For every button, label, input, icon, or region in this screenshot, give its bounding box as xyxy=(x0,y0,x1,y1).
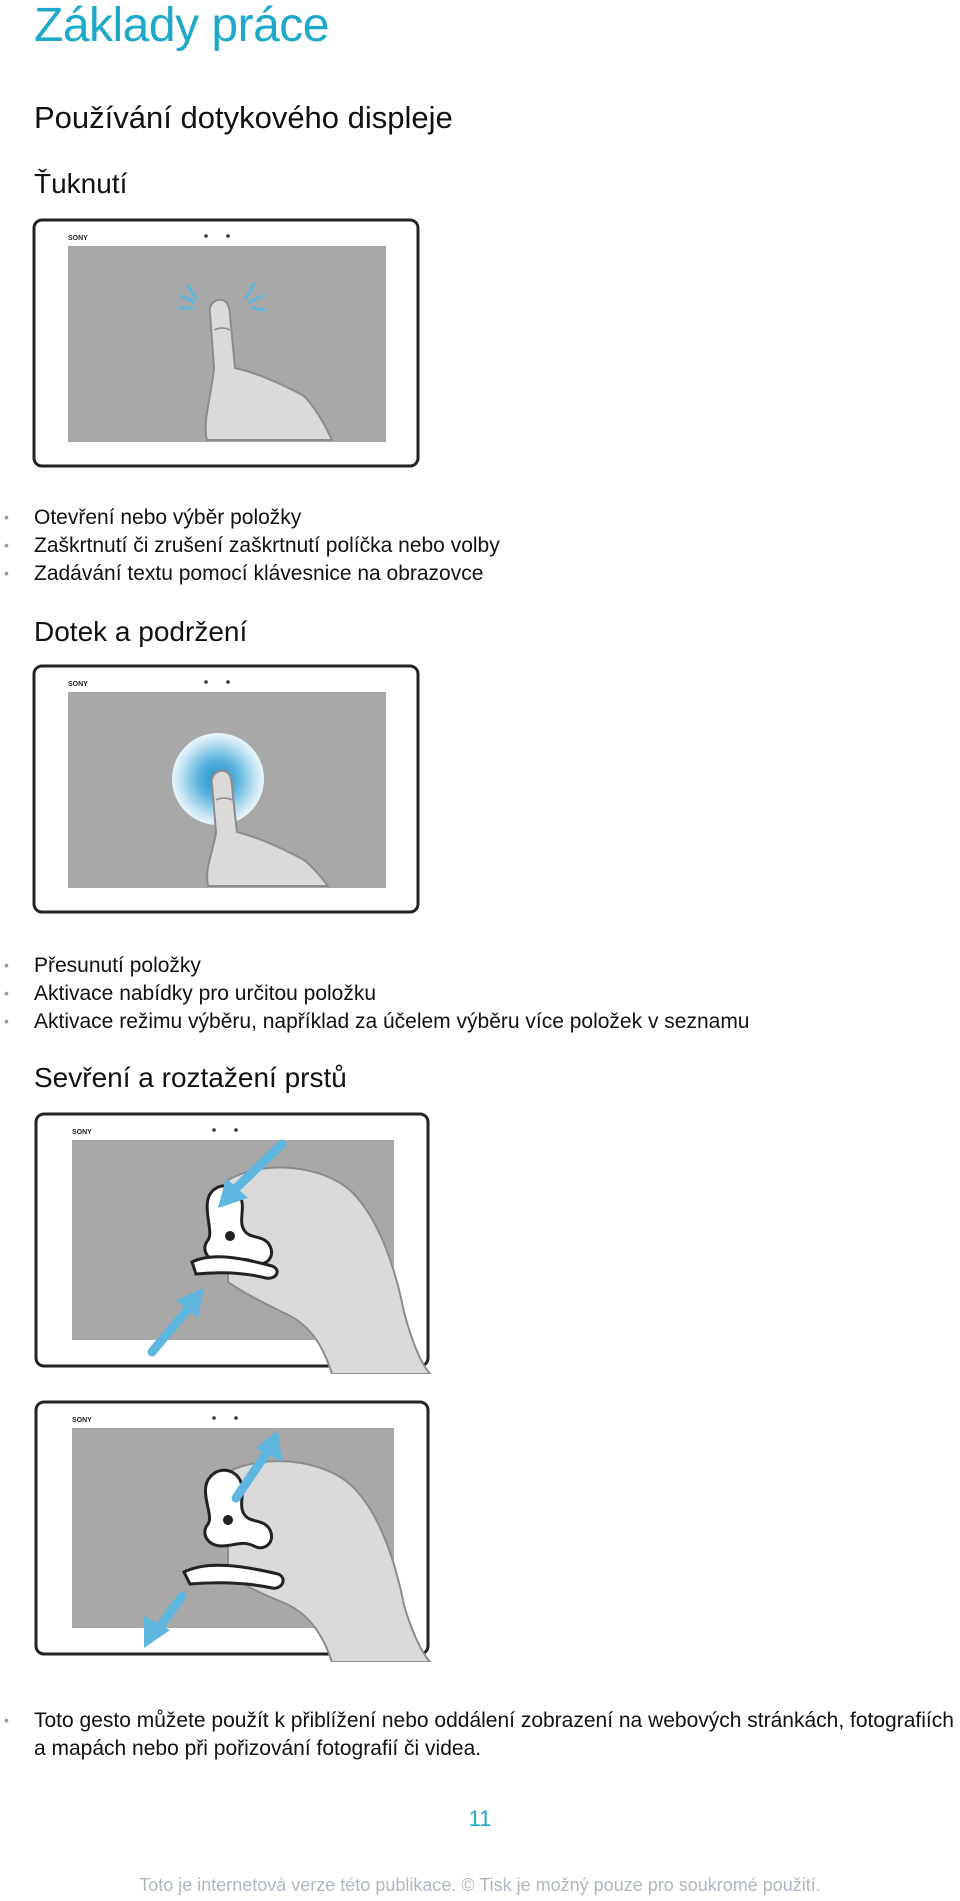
pinch-heading: Sevření a roztažení prstů xyxy=(34,1062,347,1093)
list-item: • Toto gesto můžete použít k přiblížení nebo oddálení zobrazení na webových stránkách, fotografiích a mapách nebo při pořizování fotografií či videa. xyxy=(0,1707,960,1763)
tap-illustration xyxy=(32,218,424,470)
section-title: Používání dotykového displeje xyxy=(34,100,453,135)
chapter-title: Základy práce xyxy=(34,0,329,52)
pinch-out-illustration xyxy=(32,1400,462,1662)
tablet-brand-label: SONY xyxy=(68,235,88,242)
hold-illustration xyxy=(32,664,424,916)
tablet-brand-label: SONY xyxy=(68,681,88,688)
list-item: • Přesunutí položky xyxy=(0,952,960,980)
hold-heading: Dotek a podržení xyxy=(34,616,248,647)
footer-note: Toto je internetová verze této publikace. © Tisk je možný pouze pro soukromé použití. xyxy=(139,1875,821,1895)
list-item: • Zadávání textu pomocí klávesnice na obrazovce xyxy=(0,560,960,588)
list-item: • Aktivace režimu výběru, například za účelem výběru více položek v seznamu xyxy=(0,1008,960,1036)
list-item: • Aktivace nabídky pro určitou položku xyxy=(0,980,960,1008)
tablet-brand-label: SONY xyxy=(72,1417,92,1424)
tap-heading: Ťuknutí xyxy=(34,168,128,199)
hold-bullet-list xyxy=(0,952,960,1036)
tablet-brand-label: SONY xyxy=(72,1129,92,1136)
pinch-in-illustration xyxy=(32,1112,462,1374)
tap-bullet-list xyxy=(0,504,960,588)
list-item: • Zaškrtnutí či zrušení zaškrtnutí políčka nebo volby xyxy=(0,532,960,560)
list-item: • Otevření nebo výběr položky xyxy=(0,504,960,532)
page-number: 11 xyxy=(468,1806,492,1831)
pinch-bullet-list xyxy=(0,1707,960,1763)
